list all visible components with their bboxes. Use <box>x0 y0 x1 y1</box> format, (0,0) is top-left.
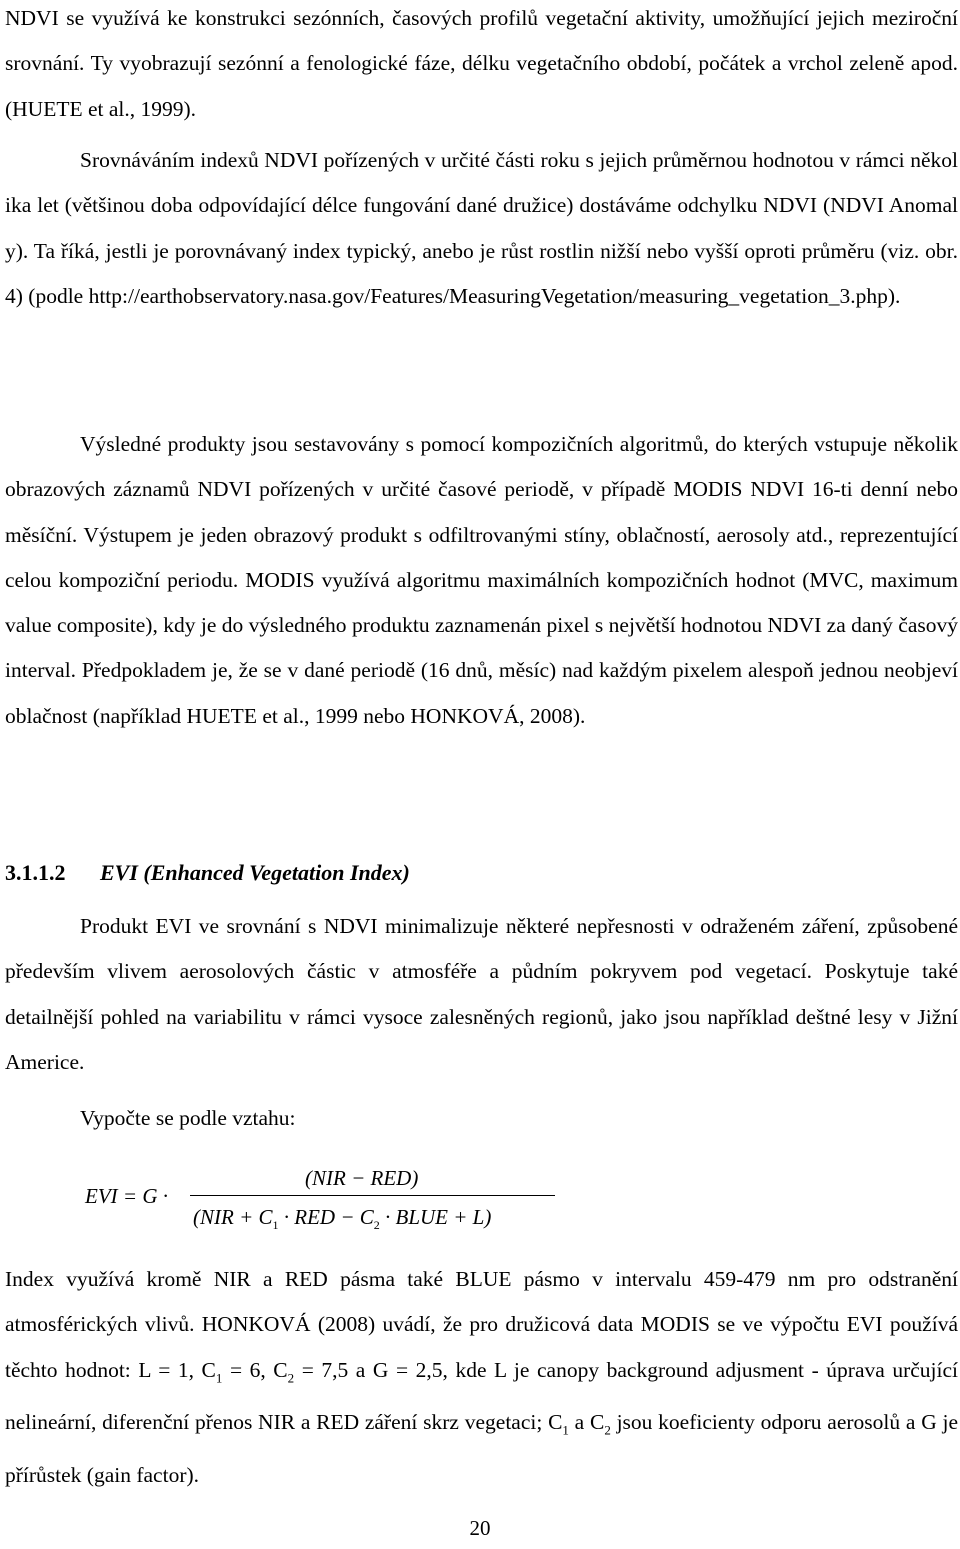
paragraph-formula-intro: Vypočte se podle vztahu: <box>80 1106 296 1130</box>
evi-formula <box>85 1160 565 1240</box>
evi-params-sub-4: 2 <box>604 1422 611 1438</box>
page-number: 20 <box>469 1516 491 1540</box>
formula-numerator: (NIR − RED) <box>305 1166 419 1190</box>
formula-denominator <box>193 1205 491 1233</box>
evi-params-part-c: = 7,5 a G = 2,5, kde L je canopy background adjusment - úprava určující nelineární, diferenční přenos NIR a RED záření skrz vegetaci; C <box>5 1357 959 1435</box>
denominator-sub-1: 1 <box>272 1218 279 1233</box>
paragraph-composite-products: Výsledné produkty jsou sestavovány s pomocí kompozičních algoritmů, do kterých vstupuje několik obrazových záznamů NDVI pořízených v určité časové periodě, v případě MODIS NDVI 16-ti denní nebo měsíční. Výstupem je jeden obrazový produkt s odfiltrovanými stíny, oblačností, aerosoly atd., reprezentující celou kompoziční periodu. MODIS využívá algoritmu maximálních kompozičních hodnot (MVC, maximum value composite), kdy je do výsledného produktu zaznamenán pixel s největší hodnotou NDVI za daný časový interval. Předpokladem je, že se v dané periodě (16 dnů, měsíc) nad každým pixelem alespoň jednou neobjeví oblačnost (například HUETE et al., 1999 nebo HONKOVÁ, 2008). <box>5 432 958 728</box>
section-number: 3.1.1.2 <box>5 860 66 885</box>
evi-params-sub-1: 1 <box>215 1369 223 1385</box>
denominator-sub-2: 2 <box>373 1218 380 1233</box>
evi-params-part-d: a C <box>568 1410 605 1435</box>
section-heading <box>5 858 410 888</box>
paragraph-evi-parameters <box>5 1257 958 1498</box>
fraction-bar <box>190 1195 555 1196</box>
evi-params-part-b: = 6, C <box>222 1357 288 1382</box>
denominator-part-c: · BLUE + L) <box>379 1205 492 1229</box>
paragraph-ndvi-profiles: NDVI se využívá ke konstrukci sezónních, časových profilů vegetační aktivity, umožňující jejich meziroční srovnání. Ty vyobrazují sezónní a fenologické fáze, délku vegetačního období, počátek a vrchol zeleně apod. (HUETE et al., 1999). <box>5 6 958 121</box>
paragraph-ndvi-anomaly <box>5 138 958 319</box>
paragraph-ndvi-anomaly-text: Srovnáváním indexů NDVI pořízených v určité části roku s jejich průměrnou hodnotou v rámci několika let (většinou doba odpovídající délce fungování dané družice) dostáváme odchylku NDVI (NDVI Anomaly). Ta říká, jestli je porovnávaný index typický, anebo je růst rostlin nižší nebo vyšší oproti průměru (viz. obr. 4) (podle http://earthobservatory.nasa.gov/Features/MeasuringVegetation/measuring_vegetation_3.php). <box>5 148 958 308</box>
paragraph-evi-intro: Produkt EVI ve srovnání s NDVI minimalizuje některé nepřesnosti v odraženém záření, způsobené především vlivem aerosolových částic v atmosféře a půdním pokryvem pod vegetací. Poskytuje také detailnější pohled na variabilitu v rámci vysoce zalesněných regionů, jako jsou například deštné lesy v Jižní Americe. <box>5 914 958 1074</box>
denominator-part-a: (NIR + C <box>193 1205 273 1229</box>
denominator-part-b: · RED − C <box>278 1205 374 1229</box>
formula-lhs: EVI = G · <box>85 1184 168 1208</box>
section-title: EVI (Enhanced Vegetation Index) <box>100 860 410 885</box>
evi-params-sub-3: 1 <box>562 1422 569 1438</box>
evi-params-sub-2: 2 <box>287 1369 295 1385</box>
evi-params-part-a: Index využívá kromě NIR a RED pásma také BLUE pásmo v intervalu 459-479 nm pro odstranění atmosférických vlivů. HONKOVÁ (2008) uvádí, že pro družicová data MODIS se ve výpočtu EVI používá těchto hodnot: L = 1, C <box>5 1267 958 1382</box>
evi-params-part-e: jsou koeficienty odporu aerosolů a G je přírůstek (gain factor). <box>5 1410 958 1487</box>
